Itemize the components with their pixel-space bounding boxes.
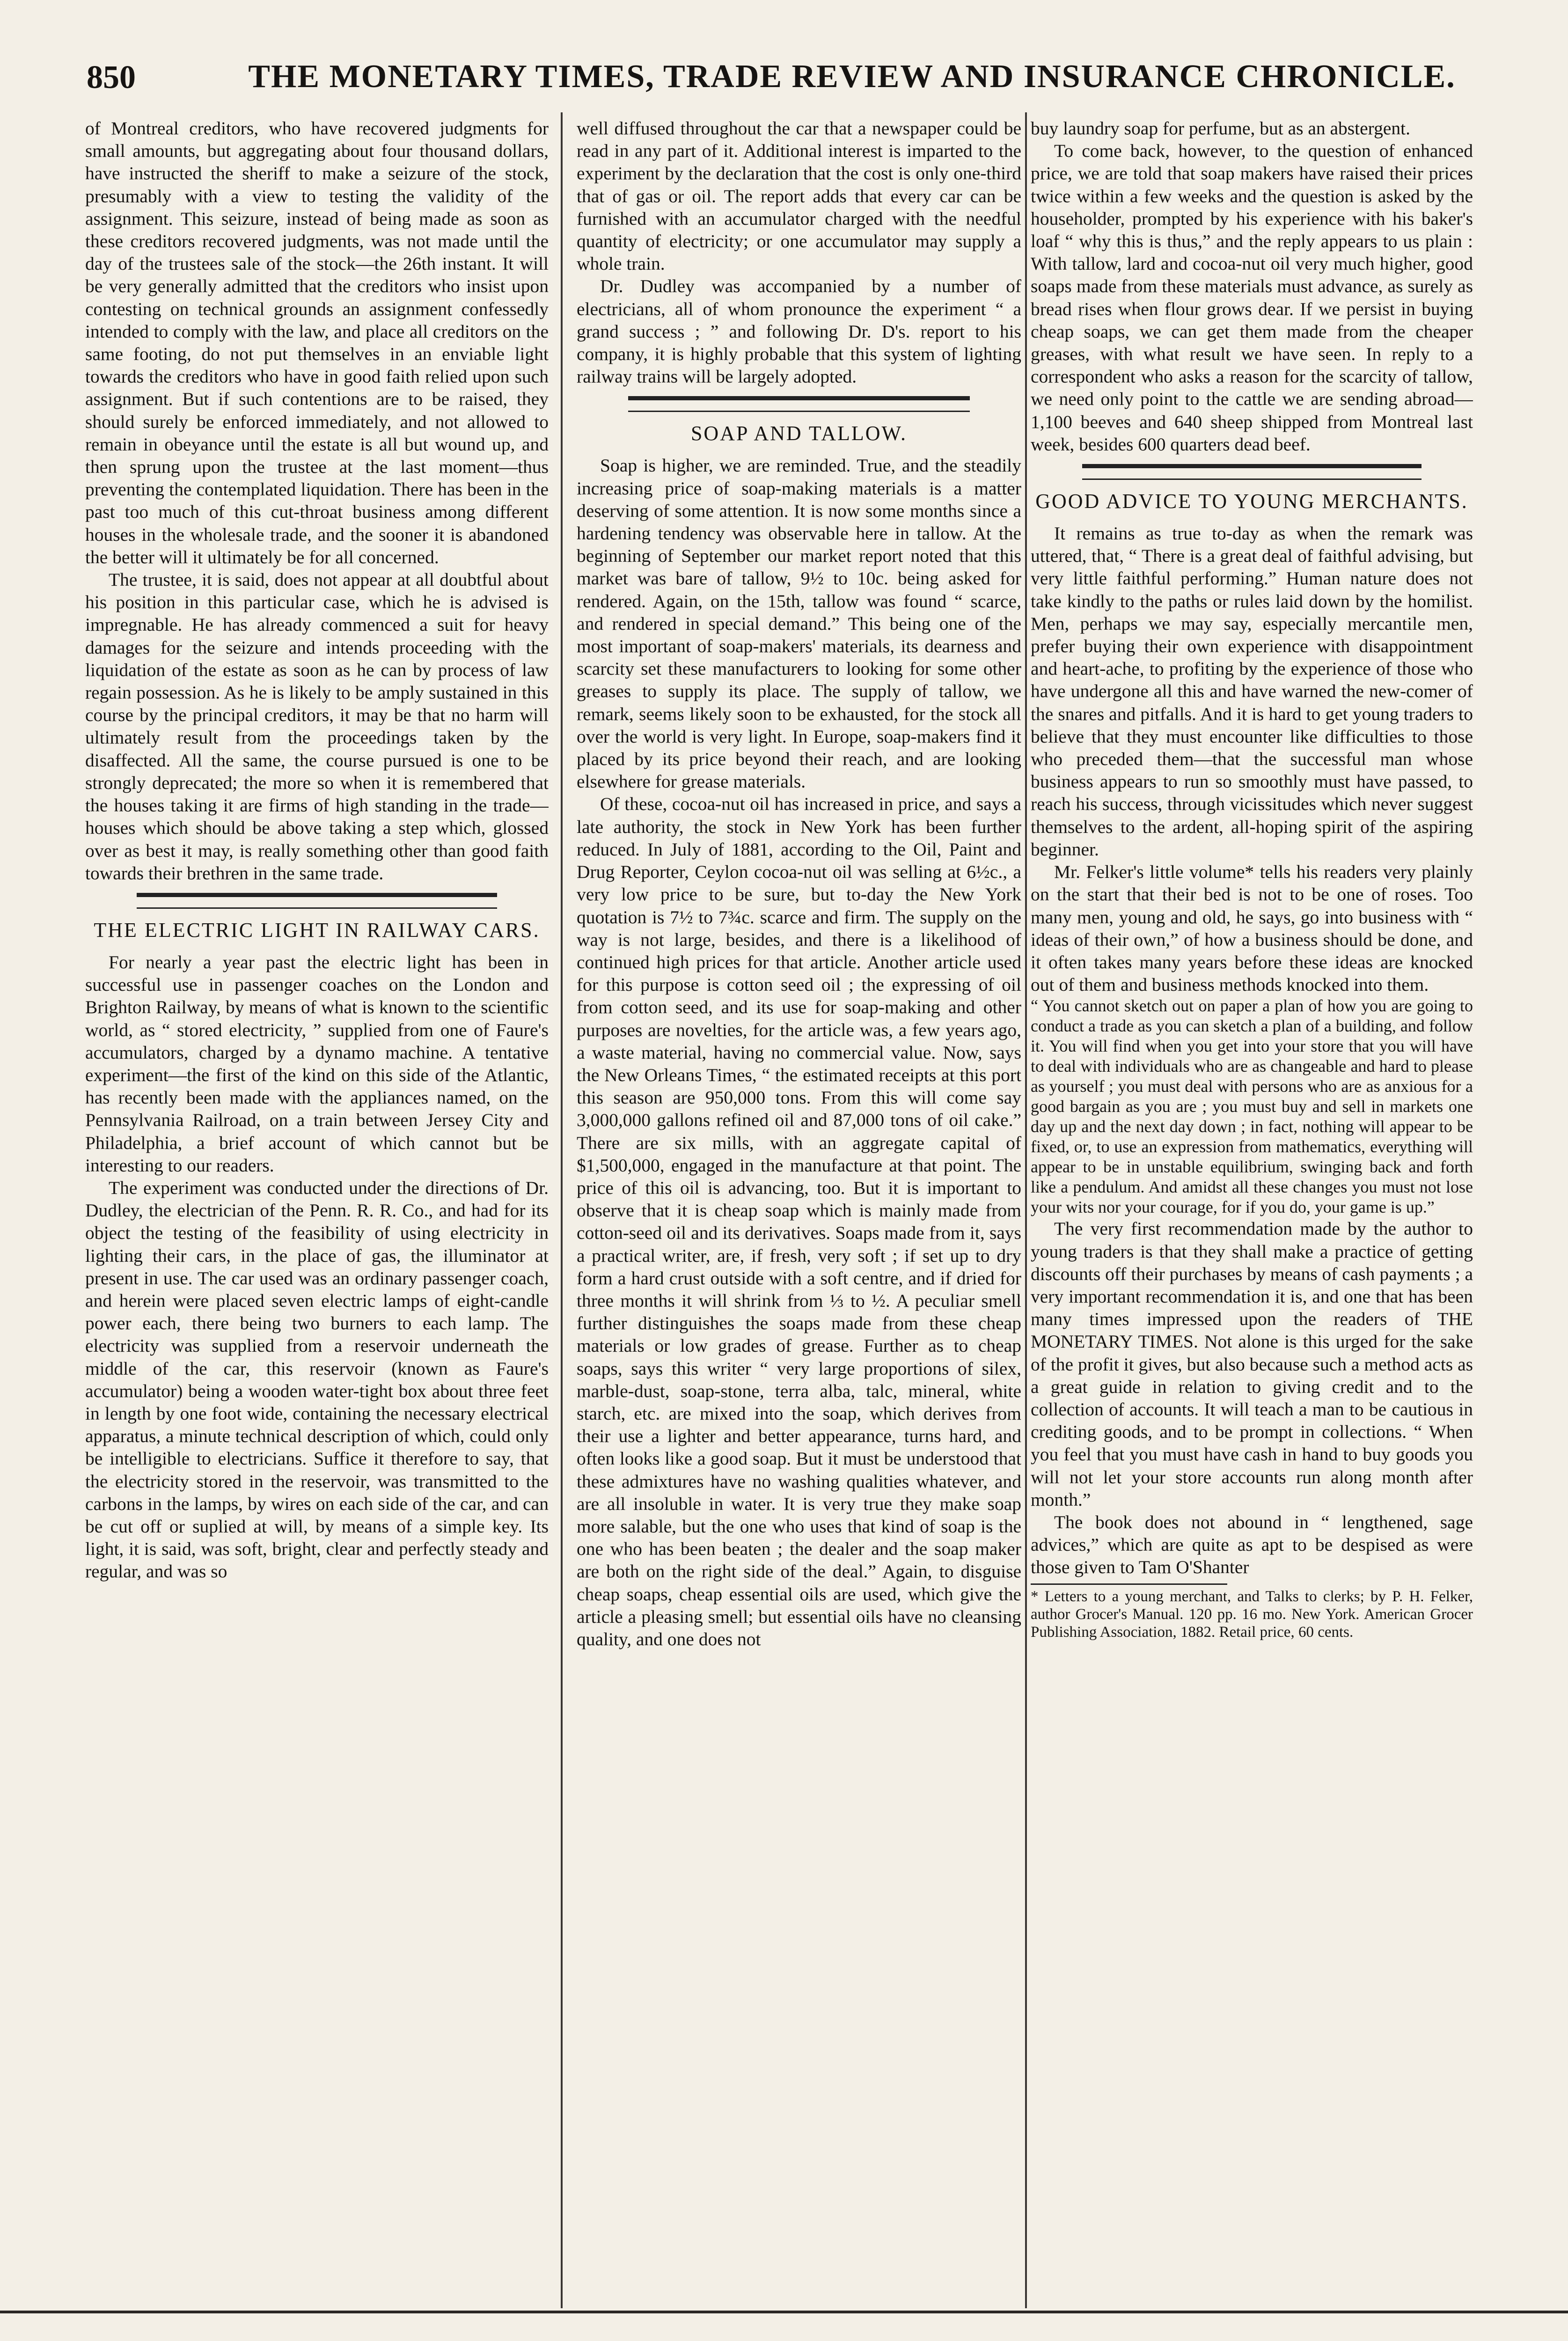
page-header (87, 52, 1463, 104)
article-title-soap-and-tallow: SOAP AND TALLOW. (690, 422, 908, 445)
paragraph: For nearly a year past the electric light has been in successful use in passenger coaches on the London and Brighton Railway, by means of what is known to the scientific world, as “ stored electricity, ” supplied from one of Faure's accumulators, charged by a dynamo machine. A tentative experiment—the first of the kind on this side of the Atlantic, has recently been made with the appliances named, on the Pennsylvania Railroad, on a train between Jersey City and Philadelphia, a brief account of which cannot but be interesting to our readers. (85, 951, 549, 1176)
footnote: * Letters to a young merchant, and Talks to clerks; by P. H. Felker, author Grocer's Manual. 120 pp. 16 mo. New York. American Grocer Publishing Association, 1882. Retail price, 60 cents. (1031, 1588, 1473, 1641)
paragraph: Of these, cocoa-nut oil has increased in price, and says a late authority, the stock in New York has been further reduced. In July of 1881, according to the Oil, Paint and Drug Reporter, Ceylon cocoa-nut oil was selling at 6½c., a very low price to be sure, but to-day the New York quotation is 7½ to 7¾c. scarce and firm. The supply on the way is not large, besides, and there is a likelihood of continued high prices for that article. Another article used for this purpose is cotton seed oil ; the expressing of oil from cotton seed, and its use for soap-making and other purposes are novelties, for the article was, a few years ago, a waste material, having no commercial value. Now, says the New Orleans Times, “ the estimated receipts at this port this season are 950,000 tons. From this will come say 3,000,000 gallons refined oil and 87,000 tons of oil cake.” There are six mills, with an aggregate capital of $1,500,000, engaged in the manufacture at that point. The price of this oil is advancing, too. But it is important to observe that it is cheap soap which is mainly made from cotton-seed oil and its derivatives. Soaps made from it, says a practical writer, are, if fresh, very soft ; if set up to dry form a hard crust outside with a soft centre, and if dried for three months it will shrink from ⅓ to ½. A peculiar smell further distinguishes the soaps made from these cheap materials or low grades of grease. Further as to cheap soaps, says this writer “ very large proportions of silex, marble-dust, soap-stone, terra alba, talc, mineral, white starch, etc. are mixed into the soap, which derives from their use a lighter and better appearance, turns hard, and often looks like a good soap. But it must be understood that these admixtures have no washing qualities whatever, and are all insoluble in water. It is very true they make soap more salable, but the one who uses that kind of soap is the one who has been beaten ; the dealer and the soap maker are both on the right side of the deal.” Again, to disguise cheap soaps, cheap essential oils are used, which give the article a pleasing smell; but essential oils have no cleansing quality, and one does not (577, 794, 1021, 1649)
block-quote: “ You cannot sketch out on paper a plan of how you are going to conduct a trade as you can sketch a plan of a building, and follow it. You will find when you get into your store that you will have to deal with individuals who are as changeable and hard to please as yourself ; you must deal with persons who are as anxious for a good bargain as you are ; you must buy and sell in markets one day up and the next day down ; in fact, nothing will appear to be fixed, or, to use an expression from mathematics, everything will appear to be in unstable equilibrium, swinging back and forth like a pendulum. And amidst all these changes you must not lose your wits nor your courage, for if you do, your game is up.” (1031, 996, 1473, 1217)
paragraph: The very first recommendation made by the author to young traders is that they shall make a practice of getting discounts off their purchases by means of cash payments ; a very important recommendation it is, and one that has been many times impressed upon the readers of THE MONETARY TIMES. Not alone is this urged for the sake of the profit it gives, but also because such a method acts as a great guide in relation to giving credit and to the collection of accounts. It will teach a man to be cautious in crediting goods, and to be prompt in collections. “ When you feel that you must have cash in hand to buy goods you will not let your store accounts run along month after month.” (1031, 1218, 1473, 1510)
section-rule (137, 893, 497, 909)
paragraph: of Montreal creditors, who have recovered judgments for small amounts, but aggregating about four thousand dollars, have instructed the sheriff to make a seizure of the stock, presumably with a view to testing the validity of the assignment. This seizure, instead of being made as soon as these creditors recovered judgments, was not made until the day of the trustees sale of the stock—the 26th instant. It will be very generally admitted that the creditors who insist upon contesting on technical grounds an assignment confessedly intended to comply with the law, and place all creditors on the same footing, do not put themselves in an enviable light towards the creditors who have in good faith relied upon such assignment. But if such contentions are to be raised, they should surely be enforced immediately, and not allowed to remain in obeyance until the estate is all but wound up, and then sprung upon the trustee at the last moment—thus preventing the contemplated liquidation. There has been in the past too much of this cut-throat business among different houses in the wholesale trade, and the sooner it is abandoned the better will it ultimately be for all concerned. (85, 118, 549, 567)
column-2 (577, 117, 1021, 2308)
paragraph: To come back, however, to the question of enhanced price, we are told that soap makers have raised their prices twice within a few weeks and the question is asked by the householder, prompted by his experience with his baker's loaf “ why this is thus,” and the reply appears to us plain : With tallow, lard and cocoa-nut oil very much higher, good soaps made from these materials must advance, as surely as bread rises when flour grows dear. If we persist in buying cheap soaps, we can get them made from the cheaper greases, with what result we have seen. In reply to a correspondent who asks a reason for the scarcity of tallow, we need only point to the cattle we are sending abroad—1,100 beeves and 640 sheep shipped from Montreal last week, besides 600 quarters dead beef. (1031, 140, 1473, 455)
section-rule (628, 396, 970, 412)
paragraph: The trustee, it is said, does not appear at all doubtful about his position in this particular case, which he is advised is impregnable. He has already commenced a suit for heavy damages for the seizure and intends proceeding with the liquidation of the estate as soon as he can by process of law regain possession. As he is likely to be amply sustained in this course by the principal creditors, it may be that no harm will ultimately result from the proceedings taken by the disaffected. All the same, the course pursued is one to be strongly deprecated; the more so when it is remembered that the houses taking it are firms of high standing in the trade—houses which should be above taking a step which, glossed over as best it may, is really something other than good faith towards their brethren in the same trade. (85, 569, 549, 883)
section-rule (1082, 464, 1421, 480)
paragraph: Soap is higher, we are reminded. True, and the steadily increasing price of soap-making materials is a matter deserving of some attention. It is now some months since a hardening tendency was observable here in tallow. At the beginning of September our market report noted that this market was bare of tallow, 9½ to 10c. being asked for rendered. Again, on the 15th, tallow was found “ scarce, and rendered in special demand.” This being one of the most important of soap-makers' materials, its dearness and scarcity set these manufacturers to looking for some other greases to supply its place. The supply of tallow, we remark, seems likely soon to be exhausted, for the stock all over the world is very light. In Europe, soap-makers find it placed by its price beyond their reach, and are looking elsewhere for grease materials. (577, 455, 1021, 792)
paragraph: buy laundry soap for perfume, but as an abstergent. (1031, 118, 1410, 139)
column-rule-1 (561, 112, 563, 2308)
column-rule-2 (1025, 112, 1027, 2308)
article-title-electric-light: THE ELECTRIC LIGHT IN RAILWAY CARS. (94, 918, 540, 942)
article-title-good-advice: GOOD ADVICE TO YOUNG MERCHANTS. (1035, 490, 1468, 513)
paragraph: The book does not abound in “ lengthened, sage advices,” which are quite as apt to be despised as were those given to Tam O'Shanter (1031, 1511, 1473, 1578)
column-3 (1031, 117, 1473, 2308)
running-head: THE MONETARY TIMES, TRADE REVIEW AND INSURANCE CHRONICLE. (248, 59, 1456, 95)
paragraph: well diffused throughout the car that a newspaper could be read in any part of it. Additional interest is imparted to the experiment by the declaration that the cost is only one-third that of gas or oil. The report adds that every car can be furnished with an accumulator charged with the needful quantity of electricity; or one accumulator may supply a whole train. (577, 118, 1021, 274)
paragraph: Dr. Dudley was accompanied by a number of electricians, all of whom pronounce the experiment “ a grand success ; ” and following Dr. D's. report to his company, it is highly probable that this system of lighting railway trains will be largely adopted. (577, 276, 1021, 387)
page-number: 850 (87, 59, 136, 96)
paragraph: The experiment was conducted under the directions of Dr. Dudley, the electrician of the Penn. R. R. Co., and had for its object the testing of the feasibility of using electricity in lighting their cars, in the place of gas, the illuminator at present in use. The car used was an ordinary passenger coach, and herein were placed seven electric lamps of eight-candle power each, there being two burners to each lamp. The electricity was supplied from a reservoir underneath the middle of the car, this reservoir (known as Faure's accumulator) being a wooden water-tight box about three feet in length by one foot wide, containing the necessary electrical apparatus, a minute technical description of which, could only be intelligible to electricians. Suffice it therefore to say, that the electricity stored in the reservoir, was transmitted to the carbons in the lamps, by wires on each side of the car, and can be cut off or suplied at will, by means of a simple key. Its light, it is said, was soft, bright, clear and perfectly steady and regular, and was so (85, 1177, 549, 1582)
paragraph: It remains as true to-day as when the remark was uttered, that, “ There is a great deal of faithful advising, but very little faithful performing.” Human nature does not take kindly to the paths or rules laid down by the homilist. Men, perhaps we may say, especially mercantile men, prefer buying their own experience with disappointment and heart-ache, to profiting by the experience of those who have undergone all this and have warned the new-comer of the snares and pitfalls. And it is hard to get young traders to believe that they must encounter like difficulties to those who preceded them—that the successful man whose business appears to run so smoothly must have passed, to reach his success, through vicissitudes which never suggest themselves to the ardent, all-hoping spirit of the aspiring beginner. (1031, 523, 1473, 860)
footnote-rule (1031, 1583, 1227, 1585)
paragraph: Mr. Felker's little volume* tells his readers very plainly on the start that their bed is not to be one of roses. Too many men, young and old, he says, go into business with “ ideas of their own,” of how a business should be done, and it often takes many years before these ideas are knocked out of them and business methods knocked into them. (1031, 861, 1473, 995)
bottom-edge-rule (0, 2311, 1568, 2313)
column-1 (85, 117, 549, 2308)
